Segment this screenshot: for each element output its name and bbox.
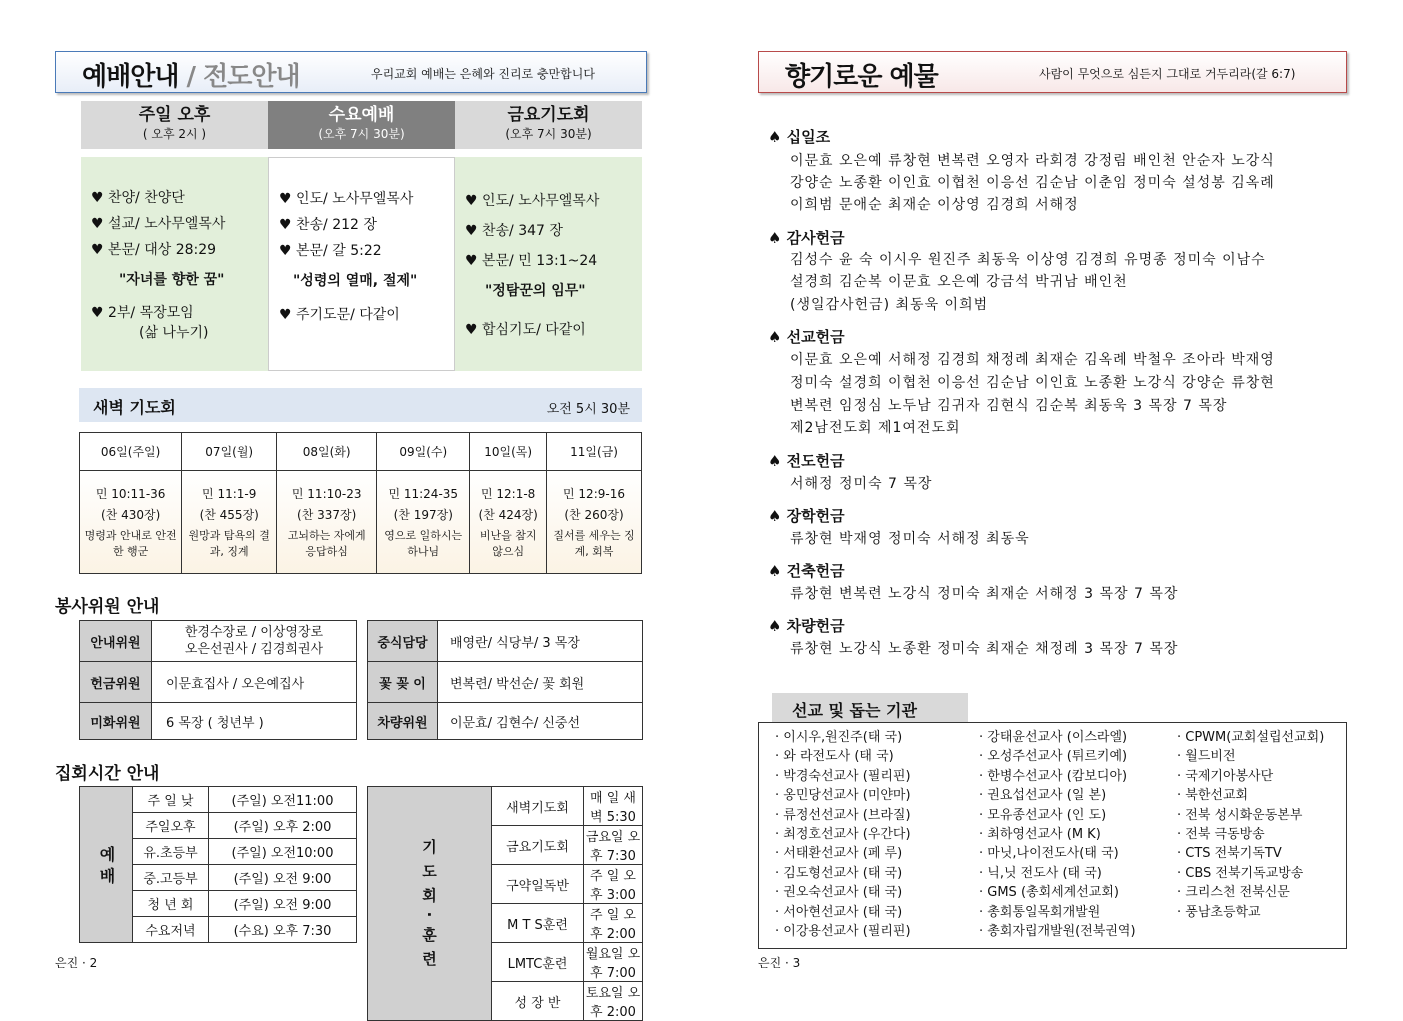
offering-names: 이희범 문애순 최재순 이상영 김경희 서해정	[790, 197, 1079, 213]
mission-item: · 닉,닛 전도사 (태 국)	[979, 865, 1102, 881]
meeting-time: 토요일 오후 2:00	[584, 982, 643, 1021]
mission-item: · 김도형선교사 (태 국)	[775, 865, 903, 881]
worship-time: (오후 7시 30분)	[318, 127, 405, 141]
mission-item: · 이시우,원진주(태 국)	[775, 730, 903, 745]
meeting-time: (주일) 오전 9:00	[209, 891, 357, 917]
mission-item: · 와 라전도사 (태 국)	[775, 749, 894, 765]
offering-names: 김성수 윤 숙 이시우 원진주 최동욱 이상영 김경희 유명종 정미숙 이남수	[790, 252, 1266, 268]
service-section-title: 봉사위원 안내	[55, 597, 160, 617]
dawn-cell	[182, 471, 277, 574]
dawn-memo: 질서를 세우는 징계, 회복	[553, 529, 635, 558]
dawn-day: 06일(주일)	[80, 433, 182, 471]
meeting-name: 구약일독반	[492, 865, 584, 904]
worship-col-body-3	[455, 157, 642, 371]
mission-item: · 최정호선교사 (우간다)	[775, 827, 911, 843]
right-header-banner	[758, 51, 1347, 93]
worship-item: ♥ 본문/ 갈 5:22	[279, 243, 382, 259]
mission-col-1	[775, 728, 911, 941]
dawn-hymn: (찬 260장)	[564, 508, 624, 522]
dawn-prayer-bar	[79, 388, 642, 422]
offering-heading: ♠ 장학헌금	[768, 507, 845, 525]
offering-names: 류창현 박재영 정미숙 서해정 최동욱	[790, 531, 1030, 547]
dawn-cell	[80, 471, 182, 574]
offering-building	[768, 560, 1338, 604]
worship-time: ( 오후 2시 )	[142, 127, 207, 141]
worship-col-body-2	[268, 157, 455, 371]
meeting-time: 매 일 새벽 5:30	[584, 787, 643, 826]
mission-item: · 옹민당선교사 (미얀마)	[775, 788, 911, 804]
mission-item: · 국제기아봉사단	[1177, 768, 1274, 784]
dawn-hymn: (찬 197장)	[393, 508, 453, 522]
offering-names: 이문효 오은예 서해정 김경희 채정례 최재순 김옥례 박철우 조아라 박재영	[790, 352, 1275, 368]
worship-item: ♥ 본문/ 대상 28:29	[91, 242, 217, 258]
meeting-time: 주 일 오후 2:00	[584, 904, 643, 943]
left-header-title	[82, 56, 300, 93]
offering-heading: ♠ 전도헌금	[768, 452, 845, 470]
worship-item: ♥ 2부/ 목장모임	[91, 305, 194, 321]
meeting-table-prayer	[367, 786, 643, 1021]
worship-item: (삶 나누기)	[139, 325, 209, 341]
dawn-cell	[277, 471, 377, 574]
left-page-number: 은진 · 2	[55, 956, 98, 970]
mission-col-3	[1177, 728, 1324, 922]
offering-heading: ♠ 십일조	[768, 128, 831, 146]
mission-item: · 류정선선교사 (브라질)	[775, 807, 911, 823]
meeting-time: 금요일 오후 7:30	[584, 826, 643, 865]
mission-item: · 전북 성시화운동본부	[1177, 807, 1303, 823]
service-label: 꽃 꽂 이	[368, 662, 438, 703]
service-value: 이문효집사 / 오은예집사	[152, 662, 357, 703]
dawn-text: 민 12:9-16	[563, 487, 625, 501]
mission-item: · 크리스천 전북신문	[1177, 885, 1290, 901]
meeting-time: (주일) 오전11:00	[209, 787, 357, 813]
worship-col-body-1	[81, 157, 268, 371]
meeting-name: LMTC훈련	[492, 943, 584, 982]
dawn-cell	[470, 471, 547, 574]
meeting-time: (주일) 오후 2:00	[209, 813, 357, 839]
worship-name: 수요예배	[328, 105, 395, 125]
offering-names: 설경희 김순복 이문효 오은예 강금석 박귀남 배인천	[790, 274, 1128, 290]
meeting-name: 수요저녁	[133, 917, 209, 943]
sermon-title: "성령의 열매, 절제"	[293, 273, 418, 289]
dawn-text: 민 11:10-23	[291, 487, 362, 501]
worship-item: ♥ 인도/ 노사무엘목사	[465, 193, 600, 209]
left-header-banner	[55, 51, 647, 93]
title-worship: 예배안내	[82, 62, 179, 92]
offering-names: 류창현 노강식 노종환 정미숙 최재순 채정례 3 목장 7 목장	[790, 641, 1179, 657]
prayer-group-label: 기 도 회 · 훈 련	[368, 787, 492, 1021]
dawn-hymn: (찬 337장)	[297, 508, 357, 522]
mission-item: · CBS 전북기독교방송	[1177, 865, 1304, 881]
service-label: 헌금위원	[80, 662, 152, 703]
meeting-time: (주일) 오전 9:00	[209, 865, 357, 891]
dawn-day: 07일(월)	[182, 433, 277, 471]
mission-item: · 마닛,나이전도사(태 국)	[979, 846, 1119, 862]
dawn-prayer-title: 새벽 기도회	[93, 398, 176, 417]
offering-names: 류창현 변복련 노강식 정미숙 최재순 서해정 3 목장 7 목장	[790, 586, 1179, 602]
mission-item: · 서태환선교사 (페 루)	[775, 846, 903, 862]
mission-item: · 오성주선교사 (튀르키예)	[979, 749, 1128, 765]
dawn-text: 민 10:11-36	[95, 487, 166, 501]
service-label: 차량위원	[368, 703, 438, 740]
service-table-left	[79, 620, 357, 740]
mission-col-2	[979, 728, 1136, 941]
worship-item: ♥ 찬양/ 찬양단	[91, 190, 185, 206]
dawn-prayer-table	[79, 432, 642, 574]
dawn-day: 08일(화)	[277, 433, 377, 471]
offering-tithe	[768, 126, 1338, 216]
mission-item: · 이강용선교사 (필리핀)	[775, 924, 911, 940]
title-evangelism: 전도안내	[203, 62, 300, 92]
dawn-hymn: (찬 430장)	[100, 508, 161, 522]
mission-item: · 북한선교회	[1177, 788, 1249, 804]
meeting-time: (주일) 오전10:00	[209, 839, 357, 865]
dawn-memo: 명령과 안내로 안전한 행군	[84, 529, 177, 558]
dawn-memo: 고뇌하는 자에게 응답하심	[287, 529, 366, 558]
worship-item: ♥ 합심기도/ 다같이	[465, 322, 586, 338]
service-label: 미화위원	[80, 703, 152, 740]
worship-col-header-3	[455, 101, 642, 149]
service-table-right	[367, 620, 643, 740]
service-value: 변복련/ 박선순/ 꽃 회원	[438, 662, 643, 703]
service-value-text: 한경수장로 / 이상영장로 오은선권사 / 김경희권사	[184, 625, 324, 657]
offering-heading: ♠ 건축헌금	[768, 562, 845, 580]
dawn-hymn: (찬 455장)	[199, 508, 259, 522]
mission-list-box	[758, 722, 1347, 949]
mission-item: · 전북 극동방송	[1177, 827, 1265, 843]
worship-item: ♥ 인도/ 노사무엘목사	[279, 191, 414, 207]
offering-names: 변복련 임정심 노두남 김귀자 김현식 김순복 최동욱 3 목장 7 목장	[790, 398, 1228, 414]
dawn-text: 민 11:24-35	[388, 487, 459, 501]
offering-vehicle	[768, 615, 1338, 659]
service-value	[152, 621, 357, 662]
worship-name: 주일 오후	[138, 105, 211, 125]
sermon-title: "자녀를 향한 꿈"	[119, 272, 225, 288]
worship-name: 금요기도회	[507, 105, 590, 125]
meeting-section-title: 집회시간 안내	[55, 764, 160, 784]
offering-scholarship	[768, 505, 1338, 549]
offering-names: 제2남전도회 제1여전도회	[790, 420, 961, 436]
mission-item: · 총회자립개발원(전북권역)	[979, 924, 1136, 940]
mission-item: · CPWM(교회설립선교회)	[1177, 730, 1325, 745]
meeting-table-worship	[79, 786, 357, 943]
worship-col-header-1	[81, 101, 268, 149]
right-header-verse: 사람이 무엇으로 심든지 그대로 거두리라(갈 6:7)	[1039, 67, 1296, 81]
meeting-name: M T S훈련	[492, 904, 584, 943]
service-label: 안내위원	[80, 621, 152, 662]
mission-item: · 박경숙선교사 (필리핀)	[775, 768, 911, 784]
mission-item: · 권오숙선교사 (태 국)	[775, 885, 903, 901]
mission-item: · 월드비전	[1177, 749, 1236, 765]
mission-title: 선교 및 돕는 기관	[792, 701, 917, 720]
meeting-name: 새벽기도회	[492, 787, 584, 826]
mission-title-bar	[772, 693, 968, 722]
meeting-name: 청 년 회	[133, 891, 209, 917]
meeting-name: 주일오후	[133, 813, 209, 839]
offering-names: 서해정 정미숙 7 목장	[790, 476, 933, 492]
dawn-text: 민 11:1-9	[202, 487, 257, 501]
mission-item: · 한병수선교사 (캄보디아)	[979, 768, 1128, 784]
meeting-time: (수요) 오후 7:30	[209, 917, 357, 943]
meeting-name: 중.고등부	[133, 865, 209, 891]
mission-item: · 권요섭선교사 (일 본)	[979, 788, 1107, 804]
worship-col-header-2	[268, 101, 455, 149]
meeting-name: 주 일 낮	[133, 787, 209, 813]
mission-item: · CTS 전북기독TV	[1177, 846, 1282, 862]
dawn-text: 민 12:1-8	[480, 487, 536, 501]
meeting-name: 금요기도회	[492, 826, 584, 865]
dawn-memo: 원망과 탐욕의 결과, 징계	[188, 529, 270, 558]
mission-item: · 풍남초등학교	[1177, 904, 1261, 920]
mission-item: · 모유종선교사 (인 도)	[979, 807, 1107, 823]
offering-names: 이문효 오은예 류창현 변복련 오영자 라회경 강정림 배인천 안순자 노강식	[790, 153, 1275, 169]
offering-evangelism	[768, 450, 1338, 494]
worship-item: ♥ 본문/ 민 13:1~24	[465, 253, 598, 269]
dawn-cell	[547, 471, 642, 574]
dawn-day: 09일(수)	[377, 433, 470, 471]
service-value: 6 목장 ( 청년부 )	[152, 703, 357, 740]
dawn-day: 11일(금)	[547, 433, 642, 471]
meeting-time: 월요일 오후 7:00	[584, 943, 643, 982]
dawn-memo: 비난을 참지 않으심	[479, 529, 537, 558]
offering-names: 정미숙 설경희 이협천 이응선 김순남 이인효 노종환 노강식 강양순 류창현	[790, 375, 1275, 391]
mission-item: · 총회통일목회개발원	[979, 904, 1101, 920]
offering-heading: ♠ 선교헌금	[768, 328, 845, 346]
sermon-title: "정탐꾼의 임무"	[485, 283, 586, 299]
meeting-name: 유.초등부	[133, 839, 209, 865]
offering-heading: ♠ 차량헌금	[768, 617, 845, 635]
dawn-hymn: (찬 424장)	[478, 508, 538, 522]
offering-names: (생일감사헌금) 최동욱 이희범	[790, 297, 989, 313]
mission-item: · 서아현선교사 (태 국)	[775, 904, 903, 920]
worship-item: ♥ 주기도문/ 다같이	[279, 307, 400, 323]
worship-time: (오후 7시 30분)	[505, 127, 592, 141]
worship-item: ♥ 찬송/ 212 장	[279, 217, 377, 233]
dawn-day: 10일(목)	[470, 433, 547, 471]
worship-item: ♥ 찬송/ 347 장	[465, 223, 563, 239]
offering-heading: ♠ 감사헌금	[768, 229, 845, 247]
mission-item: · 최하영선교사 (M K)	[979, 827, 1101, 843]
dawn-cell	[377, 471, 470, 574]
meeting-time: 주 일 오후 3:00	[584, 865, 643, 904]
offering-names: 강양순 노종환 이인효 이협천 이응선 김순남 이춘임 정미숙 설성봉 김옥례	[790, 175, 1275, 191]
worship-item: ♥ 설교/ 노사무엘목사	[91, 216, 226, 232]
mission-item: · 강태윤선교사 (이스라엘)	[979, 730, 1128, 745]
title-separator: /	[186, 62, 196, 92]
dawn-memo: 영으로 일하시는 하나님	[384, 529, 463, 558]
service-label: 중식담당	[368, 621, 438, 662]
service-value: 배영란/ 식당부/ 3 목장	[438, 621, 643, 662]
service-value: 이문효/ 김현수/ 신중선	[438, 703, 643, 740]
offering-thanks	[768, 227, 1338, 317]
left-header-subtitle: 우리교회 예배는 은혜와 진리로 충만합니다	[371, 67, 595, 81]
mission-item: · GMS (총회세계선교회)	[979, 885, 1119, 901]
right-page-number: 은진 · 3	[758, 956, 801, 970]
worship-group-label: 예 배	[80, 787, 133, 943]
offering-mission	[768, 326, 1338, 436]
right-header-title: 향기로운 예물	[785, 62, 938, 92]
meeting-name: 성 장 반	[492, 982, 584, 1021]
dawn-prayer-time: 오전 5시 30분	[546, 402, 630, 417]
